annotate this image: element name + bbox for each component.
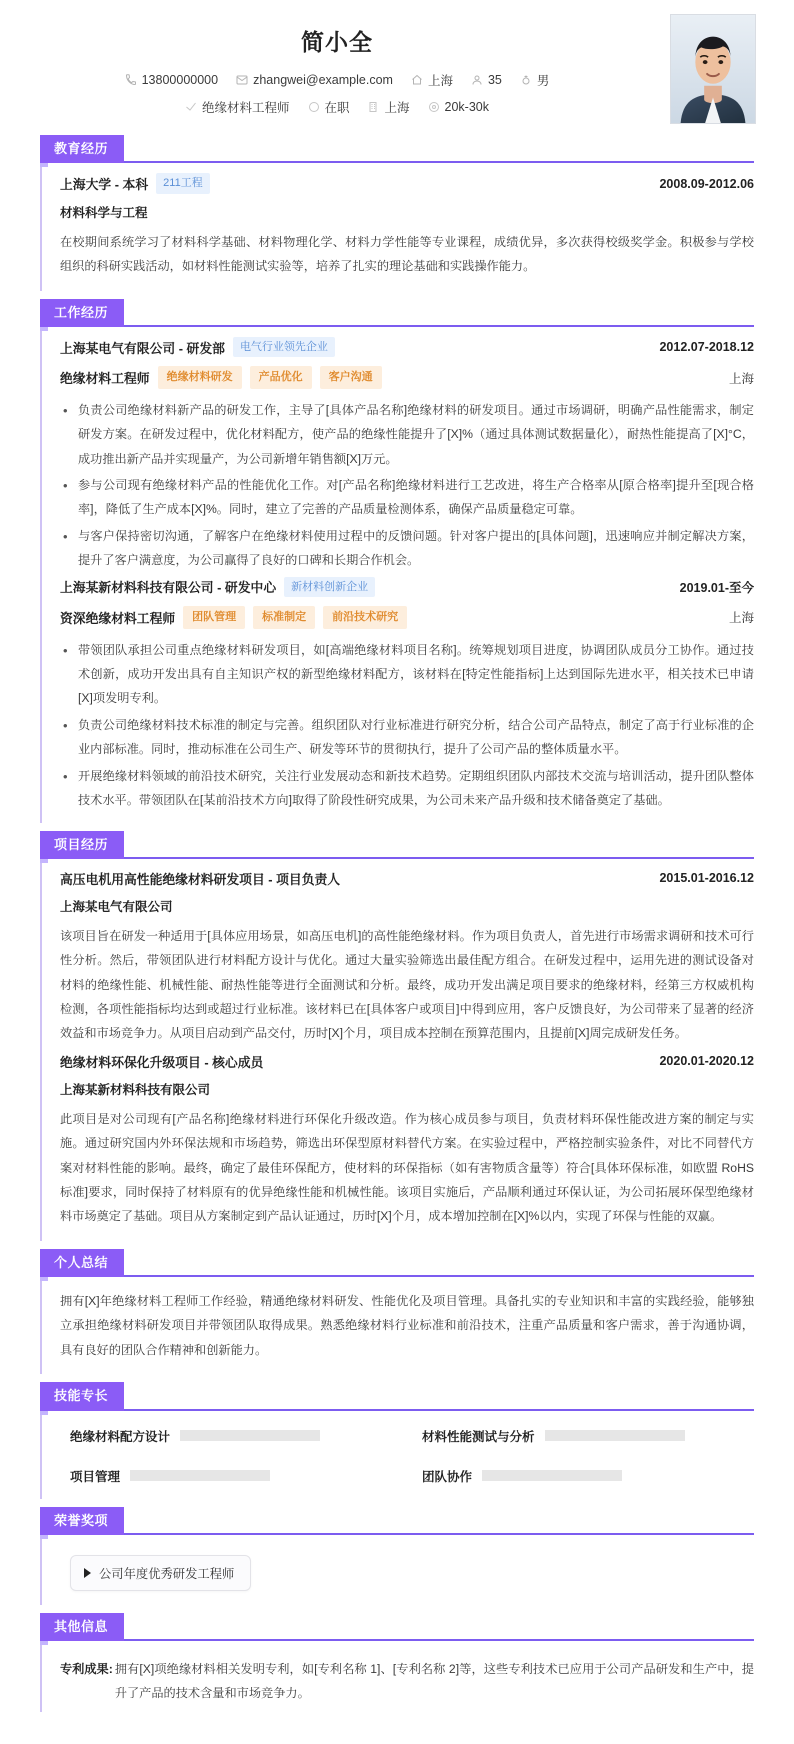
skill-label: 绝缘材料配方设计 xyxy=(70,1429,171,1444)
section-body-summary xyxy=(40,1277,754,1374)
project-company: 上海某电气有限公司 xyxy=(60,899,173,914)
job-city-text: 上海 xyxy=(384,101,410,115)
education-major: 材料科学与工程 xyxy=(60,205,148,220)
contact-row-primary xyxy=(40,71,754,89)
section-projects xyxy=(40,831,754,1241)
section-other xyxy=(40,1613,754,1712)
section-title-summary: 个人总结 xyxy=(40,1249,124,1277)
work-entry-header xyxy=(60,577,754,598)
section-body-work xyxy=(40,327,754,823)
page-title: 简小全 xyxy=(301,29,373,55)
work-skill-tag: 标准制定 xyxy=(253,606,315,629)
mail-icon xyxy=(236,74,248,86)
education-tag: 211工程 xyxy=(156,173,210,194)
work-bullet-list xyxy=(60,398,754,573)
work-company-tag: 新材料创新企业 xyxy=(284,577,375,598)
work-skill-tag: 团队管理 xyxy=(183,606,245,629)
salary-item xyxy=(428,100,489,114)
contact-phone xyxy=(125,73,218,87)
job-status-item xyxy=(308,98,350,116)
skill-item xyxy=(422,1427,744,1445)
education-date: 2008.09-2012.06 xyxy=(659,176,754,191)
user-icon xyxy=(471,74,483,86)
project-name: 绝缘材料环保化升级项目 - 核心成员 xyxy=(60,1054,264,1070)
section-body-other xyxy=(40,1641,754,1712)
resume-header xyxy=(0,0,794,135)
skills-grid xyxy=(60,1421,754,1493)
honors-list xyxy=(60,1545,754,1599)
section-rule xyxy=(124,325,754,327)
section-rule xyxy=(124,161,754,163)
home-icon xyxy=(411,74,423,86)
section-title-other: 其他信息 xyxy=(40,1613,124,1641)
section-body-projects xyxy=(40,859,754,1241)
section-header xyxy=(40,299,754,327)
work-company: 上海某电气有限公司 - 研发部 xyxy=(60,340,225,356)
work-company: 上海某新材料科技有限公司 - 研发中心 xyxy=(60,580,277,596)
section-title-projects: 项目经历 xyxy=(40,831,124,859)
section-work xyxy=(40,299,754,823)
section-rule xyxy=(124,1639,754,1641)
work-entry xyxy=(60,337,754,573)
work-bullet: • 负责公司绝缘材料新产品的研发工作，主导了[具体产品名称]绝缘材料的研发项目。通过市场调研，明确产品性能需求，制定研发方案。在研发过程中，优化材料配方，使产品的绝缘性能提升了[X]%（通过具体测试数据量化），耐热性能提高了[X]°C，成功推出新产品并实现量产，为公司新增年销售额[X]万元。 xyxy=(60,398,754,471)
triangle-right-icon xyxy=(84,1568,91,1578)
phone-icon xyxy=(125,74,137,86)
section-title-skills: 技能专长 xyxy=(40,1382,124,1410)
skill-item xyxy=(70,1427,392,1445)
section-title-honors: 荣誉奖项 xyxy=(40,1507,124,1535)
skill-label: 项目管理 xyxy=(70,1469,121,1484)
work-skill-tag: 前沿技术研究 xyxy=(323,606,407,629)
project-description: 该项目旨在研发一种适用于[具体应用场景，如高压电机]的高性能绝缘材料。作为项目负责人，首先进行市场需求调研和技术可行性分析。然后，带领团队进行材料配方设计与优化。通过大量实验筛选出最佳配方组合。在研发过程中，运用先进的测试设备对材料的绝缘性能、机械性能、耐热性能等进行全面测试和分析。最终，成功开发出满足项目要求的绝缘材料，经第三方权威机构检测，各项性能指标均达到或超过行业标准。该材料已在[具体客户或项目]中得到应用，客户反馈良好，为公司带来了显著的经济效益和市场竞争力。从项目启动到产品交付，历时[X]个月，项目成本控制在预算范围内，且提前[X]周完成研发任务。 xyxy=(60,928,754,1041)
education-school: 上海大学 - 本科 xyxy=(60,177,149,192)
building-icon xyxy=(368,101,380,113)
work-entry xyxy=(60,577,754,813)
job-city-item xyxy=(368,98,410,116)
education-entry-header xyxy=(60,173,754,194)
work-date: 2019.01-至今 xyxy=(679,580,754,595)
contact-age-text: 35 xyxy=(487,73,502,87)
section-title-work: 工作经历 xyxy=(40,299,124,327)
project-date: 2020.01-2020.12 xyxy=(659,1054,754,1069)
work-date: 2012.07-2018.12 xyxy=(659,340,754,355)
section-header xyxy=(40,1382,754,1410)
work-bullet: • 负责公司绝缘材料技术标准的制定与完善。组织团队对行业标准进行研究分析，结合公司产品特点，制定了高于行业标准的企业内部标准。同时，推动标准在公司生产、研发等环节的贯彻执行，提升了公司产品的整体质量水平。 xyxy=(60,713,754,762)
project-name: 高压电机用高性能绝缘材料研发项目 - 项目负责人 xyxy=(60,871,341,887)
section-skills xyxy=(40,1382,754,1498)
contact-age xyxy=(471,73,502,87)
project-entry-header xyxy=(60,869,754,888)
work-bullet: • 与客户保持密切沟通，了解客户在绝缘材料使用过程中的反馈问题。针对客户提出的[具体问题]，迅速响应并制定解决方案，提升了客户满意度，为公司赢得了良好的口碑和长期合作机会。 xyxy=(60,524,754,573)
other-info-row xyxy=(60,1653,754,1706)
education-description: 在校期间系统学习了材料科学基础、材料物理化学、材料力学性能等专业课程，成绩优异，多次获得校级奖学金。积极参与学校组织的科研实践活动，如材料性能测试实验等，培养了扎实的理论基础和实践操作能力。 xyxy=(60,234,754,274)
gender-icon xyxy=(520,74,532,86)
project-date: 2015.01-2016.12 xyxy=(659,871,754,886)
salary-icon xyxy=(428,101,440,113)
skill-item xyxy=(70,1467,392,1485)
work-location: 上海 xyxy=(728,611,754,626)
project-entry xyxy=(60,869,754,1046)
work-bullet-list xyxy=(60,638,754,813)
work-role-line xyxy=(60,606,754,629)
project-description: 此项目是对公司现有[产品名称]绝缘材料进行环保化升级改造。作为核心成员参与项目，负责材料环保性能改进方案的制定与实施。通过研究国内外环保法规和市场趋势，筛选出环保型原材料替代方案。在实验过程中，严格控制实验条件，对比不同替代方案对材料性能的影响。最终，确定了最佳环保配方，使材料的环保指标（如有害物质含量等）符合[具体环保标准，如欧盟 RoHS 标准]要求，同时保持了材料原有的优异绝缘性能和机械性能。该项目实施后，产品顺利通过环保认证，为公司拓展环保型绝缘材料市场奠定了基础。项目从方案制定到产品认证通过，历时[X]个月，成本增加控制在[X]%以内，实现了环保与性能的双赢。 xyxy=(60,1111,754,1224)
work-location: 上海 xyxy=(728,371,754,386)
honor-item[interactable] xyxy=(70,1555,251,1591)
project-company: 上海某新材料科技有限公司 xyxy=(60,1082,211,1097)
contact-gender xyxy=(520,71,550,89)
skill-label: 团队协作 xyxy=(422,1469,473,1484)
skill-progress-bar xyxy=(130,1470,270,1481)
section-header xyxy=(40,135,754,163)
avatar xyxy=(670,14,756,124)
section-header xyxy=(40,1613,754,1641)
contact-row-secondary xyxy=(40,98,754,116)
work-company-tag: 电气行业领先企业 xyxy=(233,337,335,358)
section-body-education xyxy=(40,163,754,290)
contact-gender-text: 男 xyxy=(536,74,550,88)
work-skill-tag: 绝缘材料研发 xyxy=(158,366,242,389)
work-role-line xyxy=(60,366,754,389)
badge-icon xyxy=(185,101,197,113)
skill-progress-bar xyxy=(545,1430,685,1441)
job-status-text: 在职 xyxy=(324,101,350,115)
other-info-label: 专利成果: xyxy=(60,1662,113,1677)
section-title-education: 教育经历 xyxy=(40,135,124,163)
section-rule xyxy=(124,1533,754,1535)
summary-text: 拥有[X]年绝缘材料工程师工作经验，精通绝缘材料研发、性能优化及项目管理。具备扎实的专业知识和丰富的实践经验，能够独立承担绝缘材料研发项目并带领团队取得成果。熟悉绝缘材料行业标准和前沿技术，注重产品质量和客户需求，善于沟通协调，具有良好的团队合作精神和创新能力。 xyxy=(60,1294,754,1357)
section-honors xyxy=(40,1507,754,1605)
section-header xyxy=(40,831,754,859)
skill-item xyxy=(422,1467,744,1485)
job-title-text: 绝缘材料工程师 xyxy=(201,101,290,115)
contact-email xyxy=(236,73,393,87)
section-body-skills xyxy=(40,1411,754,1499)
skill-progress-bar xyxy=(180,1430,320,1441)
section-summary xyxy=(40,1249,754,1374)
work-bullet: • 参与公司现有绝缘材料产品的性能优化工作。对[产品名称]绝缘材料进行工艺改进，将生产合格率从[原合格率]提升至[现合格率]，降低了生产成本[X]%。同时，建立了完善的产品质量检测体系，确保产品质量稳定可靠。 xyxy=(60,473,754,522)
education-entry xyxy=(60,173,754,278)
section-body-honors xyxy=(40,1535,754,1605)
work-role: 资深绝缘材料工程师 xyxy=(60,610,176,626)
work-skill-tag: 客户沟通 xyxy=(320,366,382,389)
honor-label: 公司年度优秀研发工程师 xyxy=(99,1566,235,1581)
contact-phone-text: 13800000000 xyxy=(141,73,219,87)
skill-label: 材料性能测试与分析 xyxy=(422,1429,535,1444)
contact-city xyxy=(411,71,453,89)
section-education xyxy=(40,135,754,291)
section-header xyxy=(40,1249,754,1277)
work-role: 绝缘材料工程师 xyxy=(60,371,150,387)
section-rule xyxy=(124,857,754,859)
project-entry xyxy=(60,1052,754,1229)
salary-text: 20k-30k xyxy=(444,100,490,114)
contact-city-text: 上海 xyxy=(427,74,453,88)
other-info-text: 拥有[X]项绝缘材料相关发明专利，如[专利名称 1]、[专利名称 2]等，这些专利技术已应用于公司产品研发和生产中，提升了产品的技术含量和市场竞争力。 xyxy=(114,1662,754,1701)
work-bullet: • 开展绝缘材料领域的前沿技术研究，关注行业发展动态和新技术趋势。定期组织团队内部技术交流与培训活动，提升团队整体技术水平。带领团队在[某前沿技术方向]取得了阶段性研究成果，为公司未来产品升级和技术储备奠定了基础。 xyxy=(60,764,754,813)
job-title-item xyxy=(185,98,290,116)
status-icon xyxy=(308,101,320,113)
section-header xyxy=(40,1507,754,1535)
contact-email-text: zhangwei@example.com xyxy=(253,73,393,87)
work-skill-tag: 产品优化 xyxy=(250,366,312,389)
section-rule xyxy=(124,1275,754,1277)
work-entry-header xyxy=(60,337,754,358)
section-rule xyxy=(124,1409,754,1411)
skill-progress-bar xyxy=(482,1470,622,1481)
project-entry-header xyxy=(60,1052,754,1071)
work-bullet: • 带领团队承担公司重点绝缘材料研发项目，如[高端绝缘材料项目名称]。统筹规划项目进度，协调团队成员分工协作。通过技术创新，成功开发出具有自主知识产权的新型绝缘材料配方，该材料在[特定性能指标]上达到国际先进水平，相关技术已申请[X]项发明专利。 xyxy=(60,638,754,711)
